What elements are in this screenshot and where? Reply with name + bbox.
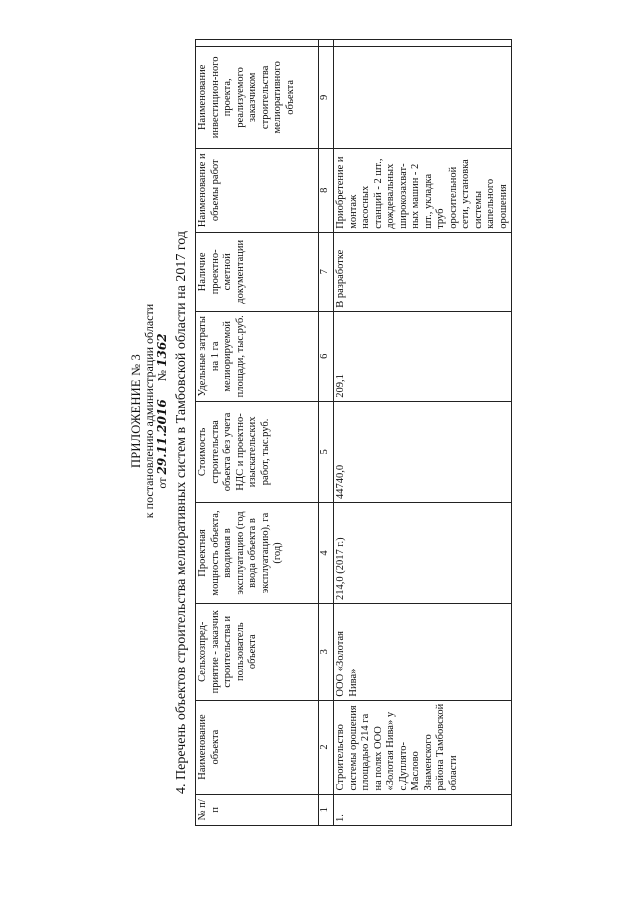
col-header-capacity: Проектная мощность объекта, вводимая в эксплуатацию (год ввода объекта в эксплуатацию), га (год): [196, 503, 319, 604]
document-header: [130, 161, 169, 661]
cell-unit-cost: 209,1: [334, 311, 512, 401]
cell-works: Приобретение и монтаж насосных станций - 2 шт., дождевальных широкозахват-ных машин - 2 шт., укладка труб оросительной сети, установка системы капельного орошения: [334, 148, 512, 232]
decree-reference: к постановлению администрации области: [142, 303, 156, 519]
column-number: 2: [319, 700, 334, 794]
column-number: 3: [319, 603, 334, 700]
column-number: 8: [319, 148, 334, 232]
cell-object: Строительство системы орошения площадью 214 га на полях ООО «Золотая Нива» у с.Дуплято-Маслово Знаменского района Тамбовской области: [334, 700, 512, 794]
col-header-blank: [196, 40, 319, 47]
col-header-works: Наименование и объемы работ: [196, 148, 319, 232]
col-header-unit-cost: Удельные затраты на 1 га мелиорируемой площади, тыс.руб.: [196, 311, 319, 401]
column-number-blank: [319, 40, 334, 47]
table-header-row: [196, 40, 319, 826]
col-header-project: Наименование инвестицион-ного проекта, реализуемого заказчиком строительства мелиоративного объекта: [196, 47, 319, 149]
col-header-customer: Сельхозпред-приятие - заказчик строительства и пользователь объекта: [196, 603, 319, 700]
column-number: 5: [319, 401, 334, 502]
column-number: 9: [319, 47, 334, 149]
cell-design-docs: В разработке: [334, 232, 512, 311]
col-header-number: № п/п: [196, 794, 319, 825]
column-number-row: [319, 40, 334, 826]
column-number: 7: [319, 232, 334, 311]
cell-capacity: 214,0 (2017 г.): [334, 503, 512, 604]
section-heading: 4. Перечень объектов строительства мелиоративных систем в Тамбовской области на 2017 год: [174, 231, 189, 794]
col-header-cost: Стоимость строительства объекта без учета НДС и проектно-изыскательских работ, тыс.руб.: [196, 401, 319, 502]
col-header-object: Наименование объекта: [196, 700, 319, 794]
cell-cost: 44740,0: [334, 401, 512, 502]
from-label: от: [155, 477, 169, 489]
column-number: 1: [319, 794, 334, 825]
number-label: №: [155, 369, 169, 382]
cell-blank: [334, 40, 512, 47]
cell-customer: ООО «Золотая Нива»: [334, 603, 512, 700]
rotated-page: [129, 1, 509, 906]
col-header-design-docs: Наличие проектно-сметной документации: [196, 232, 319, 311]
appendix-title: ПРИЛОЖЕНИЕ № 3: [129, 354, 143, 468]
column-number: 4: [319, 503, 334, 604]
cell-number: 1.: [334, 794, 512, 825]
cell-project: [334, 47, 512, 149]
objects-table: [195, 39, 512, 826]
table-row: [334, 40, 512, 826]
column-number: 6: [319, 311, 334, 401]
decree-date: 29.11.2016: [155, 399, 169, 475]
date-number-line: [156, 161, 169, 661]
decree-number: 1362: [155, 333, 169, 367]
